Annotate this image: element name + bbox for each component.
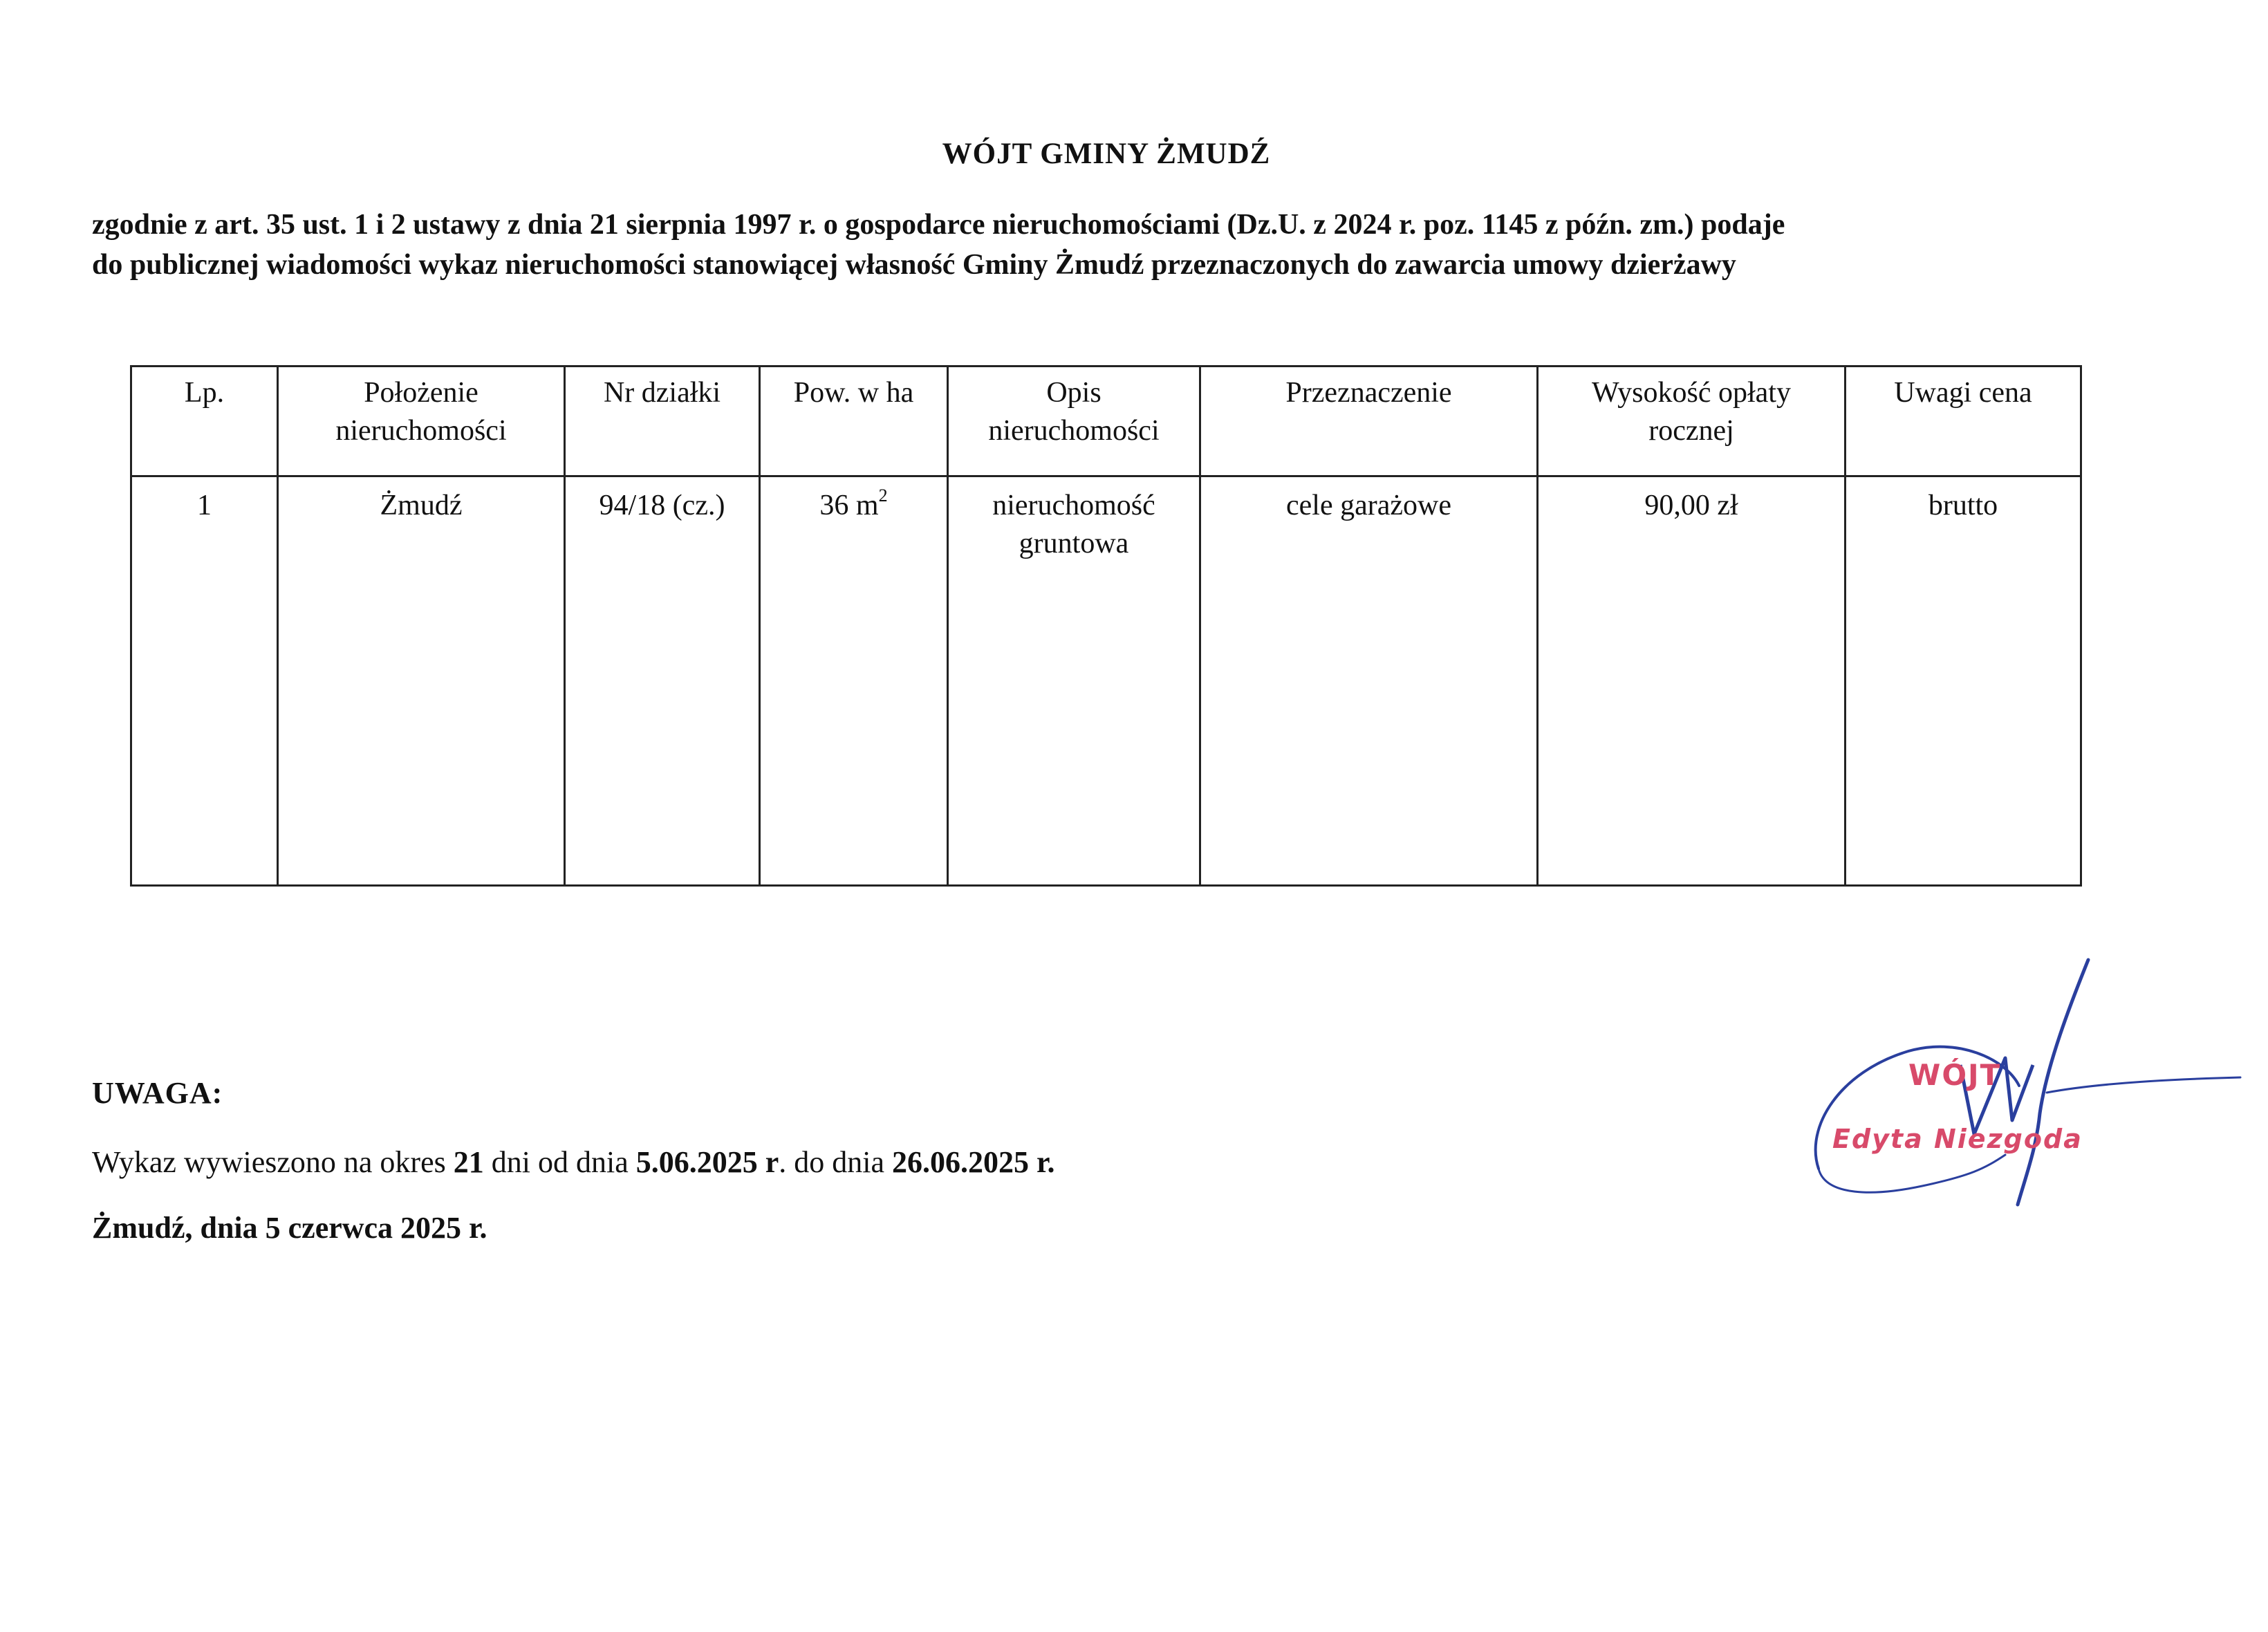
header-oplata	[1538, 367, 1846, 476]
cell-polozenie: Żmudź	[278, 476, 565, 886]
stamp-title: WÓJT	[1908, 1058, 2002, 1092]
notice-date-from: 5.06.2025 r	[635, 1145, 779, 1179]
header-nr-dzialki	[565, 367, 760, 476]
property-table	[130, 365, 2082, 887]
header-polozenie-line2: nieruchomości	[335, 415, 507, 447]
header-opis	[948, 367, 1200, 476]
header-polozenie-line1: Położenie	[364, 377, 478, 409]
document-title: WÓJT GMINY ŻMUDŹ	[942, 138, 1271, 170]
notice-text-part3: . do dnia	[779, 1145, 893, 1179]
intro-paragraph	[92, 205, 2139, 285]
header-oplata-line1: Wysokość opłaty	[1592, 377, 1791, 409]
header-przeznaczenie-line1: Przeznaczenie	[1285, 377, 1452, 409]
area-value: 36 m	[819, 490, 879, 521]
notice-text-part2: dni od dnia	[483, 1145, 636, 1179]
stamp-name: Edyta Niezgoda	[1832, 1124, 2083, 1154]
cell-przeznaczenie: cele garażowe	[1200, 476, 1538, 886]
notice-text	[92, 1144, 1055, 1180]
header-polozenie	[278, 367, 565, 476]
place-and-date: Żmudź, dnia 5 czerwca 2025 r.	[92, 1211, 487, 1245]
intro-line-1: zgodnie z art. 35 ust. 1 i 2 ustawy z dnia 21 sierpnia 1997 r. o gospodarce nieruchomościami (Dz.U. z 2024 r. poz. 1145 z późn. zm.) podaje	[92, 209, 1785, 241]
header-uwagi	[1846, 367, 2081, 476]
header-opis-line2: nieruchomości	[988, 415, 1160, 447]
notice-days: 21	[453, 1145, 484, 1179]
header-przeznaczenie	[1200, 367, 1538, 476]
table-row	[131, 476, 2081, 886]
cell-powierzchnia	[760, 476, 948, 886]
header-powierzchnia	[760, 367, 948, 476]
header-lp	[131, 367, 278, 476]
intro-line-2: do publicznej wiadomości wykaz nieruchomości stanowiącej własność Gminy Żmudź przeznaczonych do zawarcia umowy dzierżawy	[92, 249, 1736, 281]
cell-nr-dzialki: 94/18 (cz.)	[565, 476, 760, 886]
cell-uwagi: brutto	[1846, 476, 2081, 886]
cell-opis-line1: nieruchomość	[992, 490, 1155, 521]
area-unit-exponent: 2	[878, 485, 888, 506]
notice-heading: UWAGA:	[92, 1076, 223, 1110]
header-lp-line1: Lp.	[184, 377, 225, 409]
cell-oplata: 90,00 zł	[1538, 476, 1846, 886]
signature-icon	[1798, 947, 2247, 1210]
cell-opis-line2: gruntowa	[1019, 528, 1129, 559]
official-stamp	[1798, 947, 2247, 1210]
header-nr-dzialki-line1: Nr działki	[603, 377, 721, 409]
header-uwagi-line1: Uwagi cena	[1894, 377, 2032, 409]
notice-text-part1: Wykaz wywieszono na okres	[92, 1145, 454, 1179]
table-header-row	[131, 367, 2081, 476]
cell-lp: 1	[131, 476, 278, 886]
header-opis-line1: Opis	[1046, 377, 1102, 409]
header-oplata-line2: rocznej	[1648, 415, 1734, 447]
header-powierzchnia-line1: Pow. w ha	[793, 377, 914, 409]
cell-opis	[948, 476, 1200, 886]
notice-date-to: 26.06.2025 r.	[892, 1145, 1055, 1179]
